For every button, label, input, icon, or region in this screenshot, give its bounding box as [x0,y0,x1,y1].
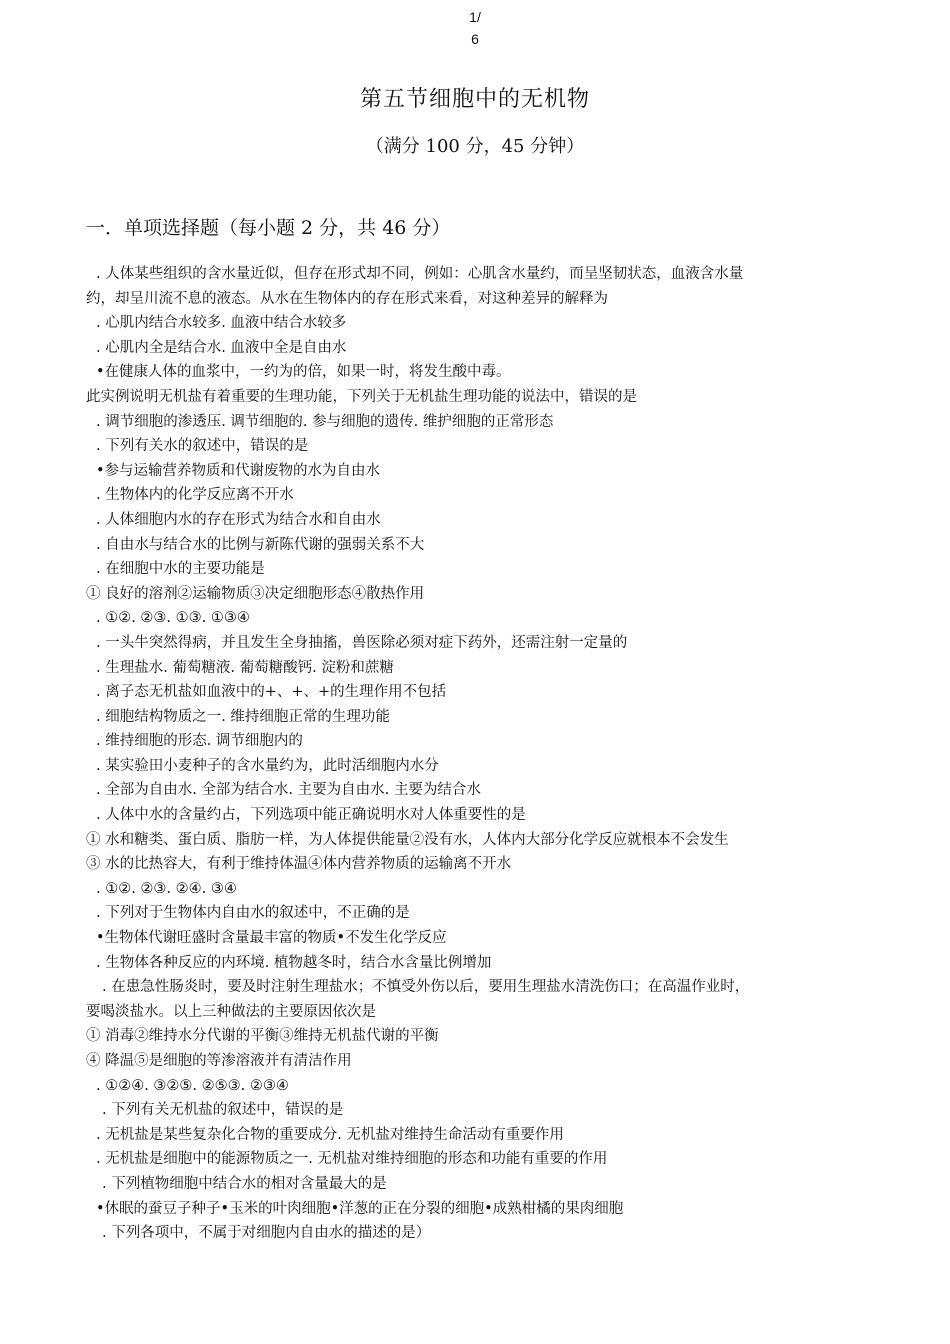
page-subtitle: （满分 100 分，45 分钟） [365,136,585,157]
text-line: . 全部为自由水. 全部为结合水. 主要为自由水. 主要为结合水 [96,782,481,799]
text-line: . 下列各项中，不属于对细胞内自由水的描述的是） [102,1225,431,1242]
text-line: . 生理盐水. 葡萄糖液. 葡萄糖酸钙. 淀粉和蔗糖 [96,659,394,676]
text-line: . 生物体内的化学反应离不开水 [96,487,294,504]
text-line: . 在细胞中水的主要功能是 [96,561,265,578]
text-line: . 下列有关无机盐的叙述中，错误的是 [102,1102,344,1119]
text-line: . 某实验田小麦种子的含水量约为，此时活细胞内水分 [96,757,439,774]
text-line: . 下列植物细胞中结合水的相对含量最大的是 [102,1175,387,1192]
text-line: . 人体某些组织的含水量近似，但存在形式却不同，例如：心肌含水量约，而呈坚韧状态，血液含水量 [96,266,744,282]
page-number-total: 6 [471,31,479,47]
text-line: . ①②④. ③②⑤. ②⑤③. ②③④ [96,1077,289,1094]
text-line: . 调节细胞的渗透压. 调节细胞的. 参与细胞的遗传. 维护细胞的正常形态 [96,413,554,430]
text-line: •休眠的蚕豆子种子•玉米的叶肉细胞•洋葱的正在分裂的细胞•成熟柑橘的果肉细胞 [96,1200,624,1217]
text-line: ① 消毒②维持水分代谢的平衡③维持无机盐代谢的平衡 [86,1028,439,1045]
text-line: ① 水和糖类、蛋白质、脂肪一样，为人体提供能量②没有水，人体内大部分化学反应就根本不会发生 [86,831,729,848]
text-line: •参与运输营养物质和代谢废物的水为自由水 [96,462,381,479]
section-heading: 一．单项选择题（每小题 2 分，共 46 分） [86,217,451,239]
text-line: . 心肌内结合水较多. 血液中结合水较多 [96,315,347,332]
text-line: . ①②. ②③. ①③. ①③④ [96,610,250,627]
text-line: . 下列对于生物体内自由水的叙述中，不正确的是 [96,905,410,922]
text-line: . 维持细胞的形态. 调节细胞内的 [96,733,303,750]
text-line: . 在患急性肠炎时，要及时注射生理盐水；不慎受外伤以后，要用生理盐水清洗伤口；在高温作业时， [102,979,750,996]
text-line: ③ 水的比热容大，有利于维持体温④体内营养物质的运输离不开水 [86,856,512,873]
text-line: . 下列有关水的叙述中，错误的是 [96,438,309,455]
text-line: 要喝淡盐水。以上三种做法的主要原因依次是 [86,1003,376,1020]
text-line: ④ 降温⑤是细胞的等渗溶液并有清洁作用 [86,1053,352,1069]
text-line: 此实例说明无机盐有着重要的生理功能，下列关于无机盐生理功能的说法中，错误的是 [86,388,637,405]
text-line: . 自由水与结合水的比例与新陈代谢的强弱关系不大 [96,536,425,553]
page-title: 第五节细胞中的无机物 [359,87,590,112]
text-line: . 心肌内全是结合水. 血液中全是自由水 [96,339,347,356]
text-line: . 离子态无机盐如血液中的+、+、+的生理作用不包括 [96,684,447,701]
page-number-current: 1/ [469,9,481,25]
text-line: 约，却呈川流不息的液态。从水在生物体内的存在形式来看，对这种差异的解释为 [86,290,608,307]
text-line: •在健康人体的血浆中，一约为的倍，如果一时，将发生酸中毒。 [96,364,511,381]
text-line: . 无机盐是细胞中的能源物质之一. 无机盐对维持细胞的形态和功能有重要的作用 [96,1151,608,1168]
text-line: . 细胞结构物质之一. 维持细胞正常的生理功能 [96,708,390,725]
text-line: . 一头牛突然得病，并且发生全身抽搐，兽医除必须对症下药外，还需注射一定量的 [96,634,628,651]
text-line: •生物体代谢旺盛时含量最丰富的物质•不发生化学反应 [96,930,447,947]
text-line: . 无机盐是某些复杂化合物的重要成分. 无机盐对维持生命活动有重要作用 [96,1126,564,1143]
text-line: . 人体中水的含量约占，下列选项中能正确说明水对人体重要性的是 [96,807,526,824]
text-line: . ①②. ②③. ②④. ③④ [96,880,237,897]
text-line: ① 良好的溶剂②运输物质③决定细胞形态④散热作用 [86,585,425,602]
text-line: . 生物体各种反应的内环境. 植物越冬时，结合水含量比例增加 [96,954,492,971]
page-number [463,6,487,50]
question-body [86,262,876,1246]
text-line: . 人体细胞内水的存在形式为结合水和自由水 [96,511,381,528]
